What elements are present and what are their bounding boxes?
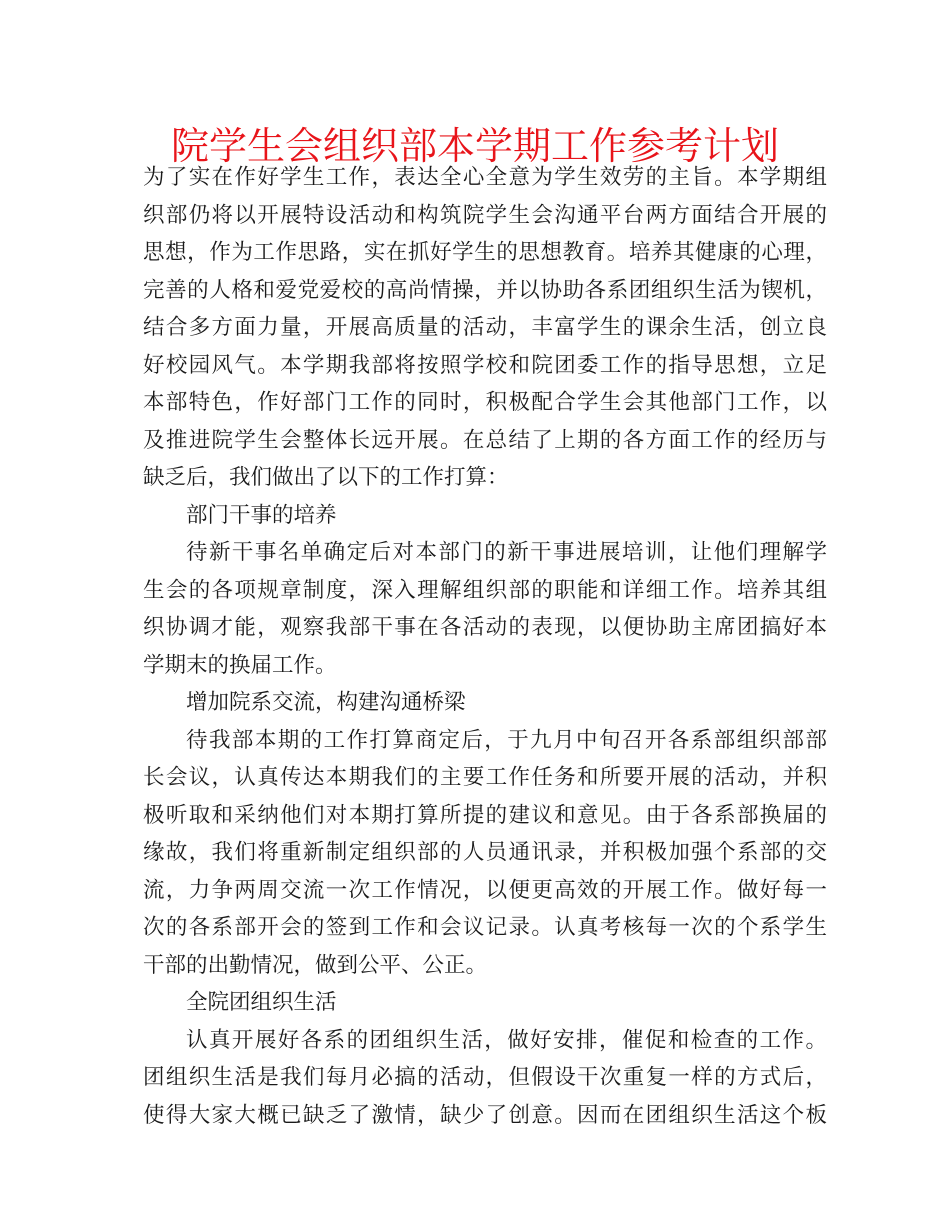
paragraph-line: 团组织生活是我们每月必搞的活动，但假设干次重复一样的方式后， [143, 1065, 827, 1090]
paragraph-line: 织协调才能，观察我部干事在各活动的表现，以便协助主席团搞好本 [143, 615, 827, 640]
paragraph-line: 缺乏后，我们做出了以下的工作打算： [143, 465, 509, 490]
paragraph-line: 使得大家大概已缺乏了激情，缺少了创意。因而在团组织生活这个板 [143, 1102, 827, 1128]
paragraph-line: 长会议，认真传达本期我们的主要工作任务和所要开展的活动，并积 [143, 765, 827, 790]
paragraph-line: 生会的各项规章制度，深入理解组织部的职能和详细工作。培养其组 [143, 577, 827, 603]
paragraph-line: 认真开展好各系的团组织生活，做好安排，催促和检查的工作。 [186, 1027, 827, 1053]
paragraph-line: 为了实在作好学生工作，表达全心全意为学生效劳的主旨。本学期组 [143, 165, 827, 190]
paragraph-line: 本部特色，作好部门工作的同时，积极配合学生会其他部门工作，以 [143, 390, 827, 415]
paragraph-line: 思想，作为工作思路，实在抓好学生的思想教育。培养其健康的心理， [143, 240, 827, 265]
paragraph-line: 织部仍将以开展特设活动和构筑院学生会沟通平台两方面结合开展的 [143, 202, 827, 228]
paragraph-line: 干部的出勤情况，做到公平、公正。 [143, 952, 488, 978]
paragraph-line: 流，力争两周交流一次工作情况，以便更高效的开展工作。做好每一 [143, 877, 827, 903]
paragraph-line: 缘故，我们将重新制定组织部的人员通讯录，并积极加强个系部的交 [143, 840, 827, 865]
page-title: 院学生会组织部本学期工作参考计划 [170, 124, 779, 168]
paragraph-line: 极听取和采纳他们对本期打算所提的建议和意见。由于各系部换届的 [143, 802, 827, 828]
paragraph-line: 结合多方面力量，开展高质量的活动，丰富学生的课余生活，创立良 [143, 315, 827, 340]
paragraph-line: 次的各系部开会的签到工作和会议记录。认真考核每一次的个系学生 [143, 915, 827, 940]
document-body [143, 159, 827, 1134]
paragraph-line: 待我部本期的工作打算商定后，于九月中旬召开各系部组织部部 [186, 727, 827, 753]
paragraph-line: 待新干事名单确定后对本部门的新干事进展培训，让他们理解学 [186, 540, 827, 565]
section-heading: 部门干事的培养 [186, 502, 337, 528]
paragraph-line: 好校园风气。本学期我部将按照学校和院团委工作的指导思想，立足 [143, 352, 827, 378]
paragraph-line: 完善的人格和爱党爱校的高尚情操，并以协助各系团组织生活为锲机， [143, 277, 827, 303]
section-heading: 增加院系交流，构建沟通桥梁 [186, 690, 466, 715]
paragraph-line: 及推进院学生会整体长远开展。在总结了上期的各方面工作的经历与 [143, 427, 827, 453]
section-heading: 全院团组织生活 [186, 990, 337, 1015]
paragraph-line: 学期末的换届工作。 [143, 652, 337, 678]
